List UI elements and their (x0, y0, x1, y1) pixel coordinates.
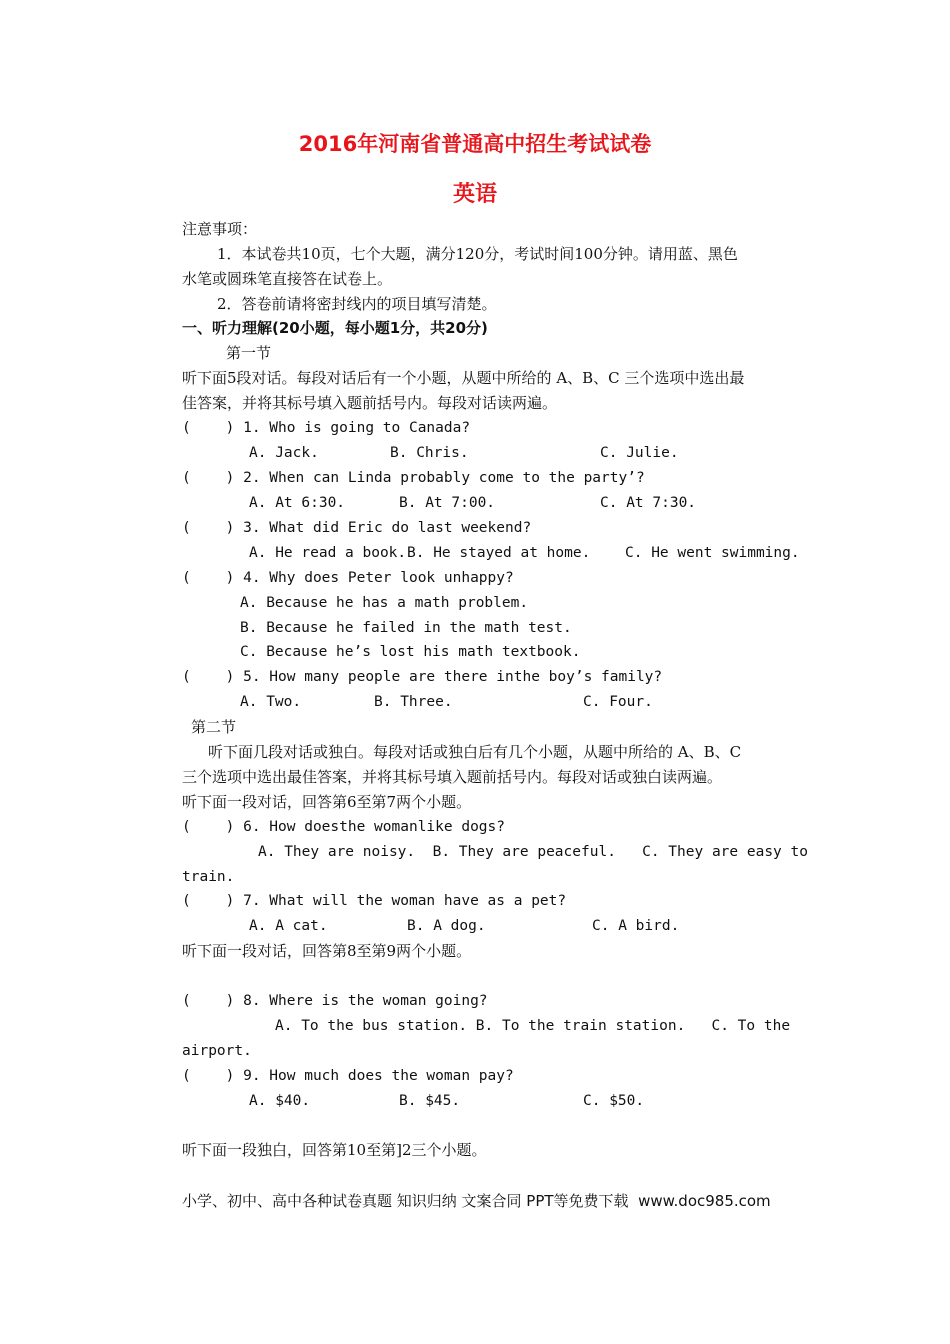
option-c: C. Four. (583, 694, 653, 710)
notice-heading: 注意事项： (182, 220, 258, 238)
options-line: A. To the bus station. B. To the train station. C. To the (275, 1018, 791, 1034)
instructions-cont: 佳答案，并将其标号填入题前括号内。每段对话读两遍。 (182, 394, 558, 412)
notice-item-1: 1．本试卷共10页，七个大题，满分120分，考试时间100分钟。请用蓝、黑色 (217, 245, 738, 263)
option-c: C. At 7:30. (600, 495, 697, 511)
exam-title: 2016年河南省普通高中招生考试试卷 (298, 132, 652, 156)
question-7: ( ) 7. What will the woman have as a pet? (182, 893, 567, 909)
instructions: 听下面5段对话。每段对话后有一个小题，从题中所给的 A、B、C 三个选项中选出最 (182, 369, 745, 387)
question-8: ( ) 8. Where is the woman going? (182, 993, 488, 1009)
option-b: B. He stayed at home. (407, 545, 591, 561)
dialog-instruction: 听下面一段对话，回答第6至第7两个小题。 (182, 793, 472, 811)
option-c: C. Julie. (600, 445, 679, 461)
footer-ad: 小学、初中、高中各种试卷真题 知识归纳 文案合同 PPT等免费下载 www.doc985.com (182, 1192, 771, 1210)
options-line: A. They are noisy. B. They are peaceful. C. They are easy to (258, 844, 808, 860)
monologue-instruction: 听下面一段独白，回答第10至第]2三个小题。 (182, 1141, 487, 1159)
option-a: A. Jack. (249, 445, 319, 461)
question-2: ( ) 2. When can Linda probably come to the party’? (182, 470, 645, 486)
option-b: B. A dog. (407, 918, 486, 934)
option-c: C. A bird. (592, 918, 680, 934)
dialog-instruction: 听下面一段对话，回答第8至第9两个小题。 (182, 942, 472, 960)
notice-item-1-cont: 水笔或圆珠笔直接答在试卷上。 (182, 270, 393, 288)
question-6: ( ) 6. How doesthe womanlike dogs? (182, 819, 506, 835)
instructions: 听下面几段对话或独白。每段对话或独白后有几个小题，从题中所给的 A、B、C (208, 743, 742, 761)
option-a: A. $40. (249, 1093, 311, 1109)
instructions-cont: 三个选项中选出最佳答案，并将其标号填入题前括号内。每段对话或独白读两遍。 (182, 768, 723, 786)
option-a: A. At 6:30. (249, 495, 346, 511)
subject-title: 英语 (452, 182, 497, 207)
option-a: A. Two. (240, 694, 302, 710)
question-9: ( ) 9. How much does the woman pay? (182, 1068, 514, 1084)
part-label: 第一节 (226, 344, 272, 362)
option-c: C. He went swimming. (625, 545, 800, 561)
option-a: A. Because he has a math problem. (240, 595, 529, 611)
part-label: 第二节 (191, 718, 237, 736)
option-b: B. Three. (374, 694, 453, 710)
option-c: C. Because he’s lost his math textbook. (240, 644, 581, 660)
question-5: ( ) 5. How many people are there inthe boy’s family? (182, 669, 663, 685)
question-3: ( ) 3. What did Eric do last weekend? (182, 520, 532, 536)
option-c: C. $50. (583, 1093, 645, 1109)
notice-item-2: 2．答卷前请将密封线内的项目填写清楚。 (217, 295, 497, 313)
question-4: ( ) 4. Why does Peter look unhappy? (182, 570, 514, 586)
question-1: ( ) 1. Who is going to Canada? (182, 420, 471, 436)
option-b: B. Because he failed in the math test. (240, 620, 572, 636)
option-a: A. He read a book. (249, 545, 407, 561)
option-a: A. A cat. (249, 918, 328, 934)
option-b: B. Chris. (390, 445, 469, 461)
options-line-cont: train. (182, 869, 235, 885)
option-b: B. $45. (399, 1093, 461, 1109)
option-b: B. At 7:00. (399, 495, 496, 511)
options-line-cont: airport. (182, 1043, 252, 1059)
section-heading: 一、听力理解(20小题，每小题1分，共20分) (182, 319, 488, 337)
